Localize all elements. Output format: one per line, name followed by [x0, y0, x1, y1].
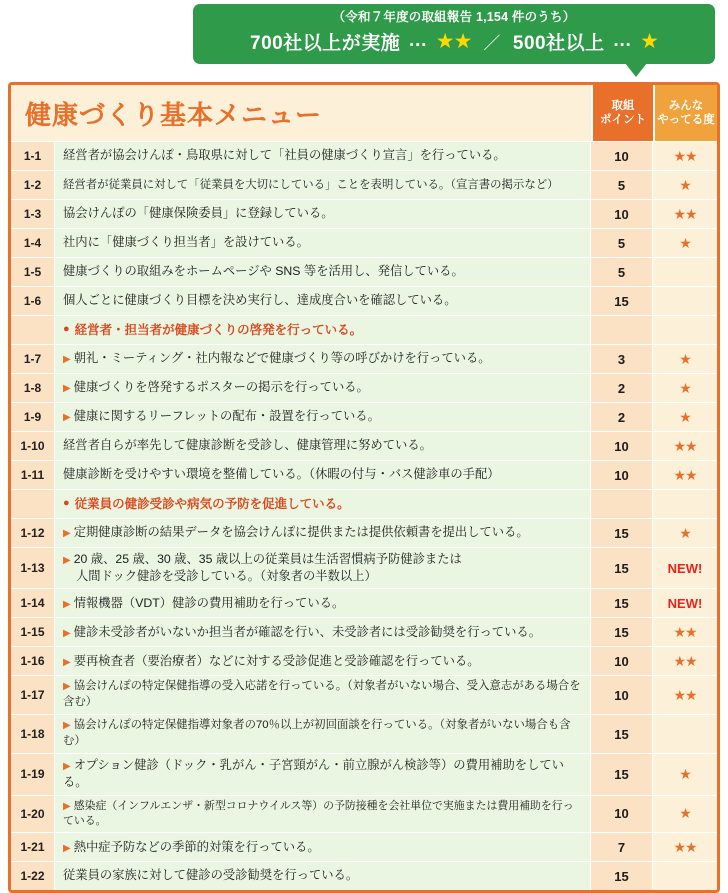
table-row: [11, 199, 717, 228]
row-description-text: 社内に「健康づくり担当者」を設けている。: [63, 235, 309, 250]
table-section-row: [11, 489, 717, 518]
row-points: 10: [591, 200, 653, 228]
row-points: [591, 490, 653, 518]
table-row: [11, 646, 717, 675]
row-description: [55, 316, 591, 344]
row-popularity-stars-icon: [653, 715, 717, 753]
table-row: [11, 431, 717, 460]
row-points: 2: [591, 403, 653, 431]
table-row: [11, 861, 717, 890]
triangle-bullet-icon: ▶: [63, 761, 71, 773]
row-popularity-stars-icon: ★★: [653, 618, 717, 646]
row-description: [55, 229, 591, 257]
row-popularity-stars-icon: ★: [653, 345, 717, 373]
banner-threshold-700: 700社以上が実施: [250, 32, 401, 54]
row-description-line1: 情報機器（VDT）健診の費用補助を行っている。: [73, 595, 345, 610]
section-bullet-icon: ●: [63, 323, 70, 336]
table-row: [11, 588, 717, 617]
row-popularity-stars-icon: ★★: [653, 833, 717, 861]
row-points: 15: [591, 715, 653, 753]
row-points: 15: [591, 862, 653, 890]
row-number: 1-11: [11, 461, 55, 489]
row-number: 1-3: [11, 200, 55, 228]
row-description-body: [63, 595, 344, 612]
row-description-text: 経営者が従業員に対して「従業員を大切にしている」ことを表明している。（宣言書の掲示など）: [63, 178, 559, 191]
column-header-points: [591, 85, 653, 141]
table-row: [11, 402, 717, 431]
table-row: [11, 344, 717, 373]
column-header-popularity: [653, 85, 717, 141]
row-number: 1-12: [11, 519, 55, 547]
row-description: [55, 461, 591, 489]
row-description: [55, 676, 591, 714]
row-description: [55, 490, 591, 518]
row-description-body: [63, 350, 491, 367]
triangle-bullet-icon: ▶: [63, 656, 71, 668]
banner-separator: ／: [483, 33, 501, 53]
row-description-body: [63, 839, 320, 856]
top-banner: [193, 4, 715, 64]
row-popularity-stars-icon: ★: [653, 229, 717, 257]
row-description: [55, 345, 591, 373]
row-description-text: 個人ごとに健康づくり目標を決め実行し、達成度合いを確認している。: [63, 293, 457, 308]
row-description-text: 経営者自らが率先して健康診断を受診し、健康管理に努めている。: [63, 438, 432, 453]
row-points: 15: [591, 287, 653, 315]
row-description-line1: オプション健診（ドック・乳がん・子宮頸がん・前立腺がん検診等）の費用補助をしている。: [63, 758, 564, 790]
row-description-text: 健康づくりの取組みをホームページや SNS 等を活用し、発信している。: [63, 264, 464, 279]
row-description: [55, 374, 591, 402]
column-header-points-line2: ポイント: [600, 114, 646, 126]
row-number: 1-2: [11, 171, 55, 199]
row-popularity-stars-icon: ★★: [653, 676, 717, 714]
triangle-bullet-icon: ▶: [63, 720, 71, 732]
row-number: 1-17: [11, 676, 55, 714]
row-description: [55, 647, 591, 675]
banner-box: [193, 4, 715, 64]
row-number: 1-19: [11, 754, 55, 794]
triangle-bullet-icon: ▶: [63, 598, 71, 610]
row-description: [55, 287, 591, 315]
row-number: [11, 316, 55, 344]
row-points: 15: [591, 519, 653, 547]
banner-title-row: [207, 28, 701, 55]
row-number: 1-20: [11, 796, 55, 833]
row-new-badge: NEW!: [653, 548, 717, 588]
row-popularity-stars-icon: ★: [653, 796, 717, 833]
row-points: 10: [591, 432, 653, 460]
row-points: 7: [591, 833, 653, 861]
row-number: [11, 490, 55, 518]
page-title-text: 健康づくり基本メニュー: [25, 99, 323, 130]
table-row: [11, 460, 717, 489]
table-row: [11, 675, 717, 714]
table-row: [11, 141, 717, 170]
row-description-line1: 熱中症予防などの季節的対策を行っている。: [73, 839, 320, 854]
row-popularity-stars-icon: [653, 287, 717, 315]
row-description-body: [63, 408, 380, 425]
row-description: [55, 403, 591, 431]
row-description: [55, 258, 591, 286]
row-number: 1-15: [11, 618, 55, 646]
row-description-line1: 20 歳、25 歳、30 歳、35 歳以上の従業員は生活習慣病予防健診または: [73, 552, 462, 566]
table-row: [11, 518, 717, 547]
triangle-bullet-icon: ▶: [63, 383, 71, 395]
row-points: [591, 316, 653, 344]
row-number: 1-14: [11, 589, 55, 617]
row-popularity-stars-icon: ★: [653, 374, 717, 402]
table-row: [11, 832, 717, 861]
row-number: 1-7: [11, 345, 55, 373]
row-points: 10: [591, 461, 653, 489]
row-number: 1-10: [11, 432, 55, 460]
row-description-line1: 健康に関するリーフレットの配布・設置を行っている。: [73, 409, 380, 424]
section-label: 従業員の健診受診や病気の予防を促進している。: [74, 496, 350, 511]
row-points: 10: [591, 647, 653, 675]
row-points: 15: [591, 618, 653, 646]
row-description-text: 健康診断を受けやすい環境を整備している。（休暇の付与・バス健診車の手配）: [63, 467, 500, 482]
triangle-bullet-icon: ▶: [63, 412, 71, 424]
banner-dots-1: …: [408, 30, 428, 51]
table-body: [11, 141, 717, 890]
row-popularity-stars-icon: [653, 258, 717, 286]
row-description-text: 協会けんぽの「健康保険委員」に登録している。: [63, 206, 334, 221]
row-popularity-stars-icon: ★★: [653, 461, 717, 489]
triangle-bullet-icon: ▶: [63, 842, 71, 854]
menu-table: [8, 82, 720, 893]
triangle-bullet-icon: ▶: [63, 555, 71, 566]
row-points: 10: [591, 142, 653, 170]
row-number: 1-6: [11, 287, 55, 315]
row-description: [55, 589, 591, 617]
row-number: 1-5: [11, 258, 55, 286]
row-points: 10: [591, 676, 653, 714]
row-popularity-stars-icon: ★: [653, 403, 717, 431]
row-description-line1: 朝礼・ミーティング・社内報などで健康づくり等の呼びかけを行っている。: [73, 351, 491, 366]
table-row: [11, 286, 717, 315]
row-description-body: [63, 799, 582, 830]
row-number: 1-22: [11, 862, 55, 890]
table-row: [11, 617, 717, 646]
row-description: [55, 862, 591, 890]
row-description-body: [63, 379, 369, 396]
triangle-bullet-icon: ▶: [63, 627, 71, 639]
row-description-body: [63, 757, 582, 791]
row-number: 1-16: [11, 647, 55, 675]
row-description: [55, 715, 591, 753]
row-popularity-stars-icon: ★★: [653, 647, 717, 675]
row-points: 15: [591, 548, 653, 588]
triangle-bullet-icon: ▶: [63, 528, 71, 540]
row-description-line1: 感染症（インフルエンザ・新型コロナウイルス等）の予防接種を会社単位で実施または費用補助を行っている。: [63, 799, 574, 827]
row-description: [55, 432, 591, 460]
row-number: 1-4: [11, 229, 55, 257]
row-description: [55, 548, 591, 588]
table-row: [11, 170, 717, 199]
row-description-line1: 要再検査者（要治療者）などに対する受診促進と受診確認を行っている。: [73, 653, 480, 668]
row-popularity-stars-icon: [653, 316, 717, 344]
row-description-line1: 協会けんぽの特定保健指導対象者の70％以上が初回面談を行っている。（対象者がいない場合も含む）: [63, 719, 571, 748]
table-row: [11, 795, 717, 833]
column-header-points-line1: 取組: [611, 99, 635, 112]
triangle-bullet-icon: ▶: [63, 800, 71, 812]
table-row: [11, 753, 717, 794]
row-number: 1-18: [11, 715, 55, 753]
row-points: 5: [591, 229, 653, 257]
row-popularity-stars-icon: [653, 490, 717, 518]
column-header-popularity-line1: みんな: [668, 99, 704, 112]
row-description: [55, 833, 591, 861]
row-description: [55, 171, 591, 199]
row-description-line2: 人間ドック健診を受診している。（対象者の半数以上）: [76, 569, 377, 584]
row-popularity-stars-icon: ★: [653, 754, 717, 794]
row-description-body: [63, 551, 462, 585]
row-description: [55, 200, 591, 228]
section-label: 経営者・担当者が健康づくりの啓発を行っている。: [74, 322, 363, 337]
row-number: 1-1: [11, 142, 55, 170]
page-title: [11, 85, 591, 141]
banner-subtitle: （令和７年度の取組報告 1,154 件のうち）: [332, 10, 576, 24]
triangle-bullet-icon: ▶: [63, 354, 71, 366]
row-points: 10: [591, 796, 653, 833]
row-popularity-stars-icon: ★★: [653, 200, 717, 228]
banner-stars-two-icon: ★★: [435, 29, 472, 53]
row-description-line1: 健診未受診者がいないか担当者が確認を行い、未受診者には受診勧奨を行っている。: [73, 624, 541, 639]
row-description-body: [63, 524, 529, 541]
table-row: [11, 714, 717, 753]
table-row: [11, 373, 717, 402]
row-description-line1: 協会けんぽの特定保健指導の受入応諾を行っている。（対象者がいない場合、受入意志がある場合を含む）: [63, 680, 581, 709]
row-points: 2: [591, 374, 653, 402]
table-row: [11, 547, 717, 588]
table-row: [11, 228, 717, 257]
banner-dots-2: …: [612, 30, 633, 51]
row-description-text: 経営者が協会けんぽ・鳥取県に対して「社員の健康づくり宣言」を行っている。: [63, 148, 506, 163]
row-description-line1: 健康づくりを啓発するポスターの掲示を行っている。: [73, 380, 369, 395]
table-row: [11, 257, 717, 286]
row-description-body: [63, 653, 480, 670]
banner-threshold-500: 500社以上: [512, 32, 605, 54]
row-number: 1-9: [11, 403, 55, 431]
row-description: [55, 796, 591, 833]
column-header-popularity-line2: やってる度: [657, 114, 715, 126]
row-popularity-stars-icon: ★★: [653, 142, 717, 170]
row-description: [55, 519, 591, 547]
row-number: 1-8: [11, 374, 55, 402]
row-description: [55, 142, 591, 170]
row-description-body: [63, 718, 582, 750]
row-description: [55, 754, 591, 794]
table-section-row: [11, 315, 717, 344]
row-points: 5: [591, 258, 653, 286]
row-popularity-stars-icon: ★: [653, 171, 717, 199]
row-points: 3: [591, 345, 653, 373]
banner-star-one-icon: ★: [640, 29, 658, 53]
row-points: 15: [591, 589, 653, 617]
row-description-line1: 定期健康診断の結果データを協会けんぽに提供または提供依頼書を提出している。: [73, 525, 529, 540]
row-description-body: [63, 624, 541, 641]
triangle-bullet-icon: ▶: [63, 681, 71, 693]
row-description-text: 従業員の家族に対して健診の受診勧奨を行っている。: [63, 868, 359, 883]
row-popularity-stars-icon: ★★: [653, 432, 717, 460]
row-number: 1-21: [11, 833, 55, 861]
table-header-row: [11, 85, 717, 141]
row-popularity-stars-icon: [653, 862, 717, 890]
row-description-body: [63, 679, 582, 711]
row-popularity-stars-icon: ★: [653, 519, 717, 547]
row-number: 1-13: [11, 548, 55, 588]
row-new-badge: NEW!: [653, 589, 717, 617]
section-bullet-icon: ●: [63, 497, 70, 510]
banner-pointer-icon: [625, 63, 647, 77]
row-points: 5: [591, 171, 653, 199]
row-description: [55, 618, 591, 646]
row-points: 15: [591, 754, 653, 794]
